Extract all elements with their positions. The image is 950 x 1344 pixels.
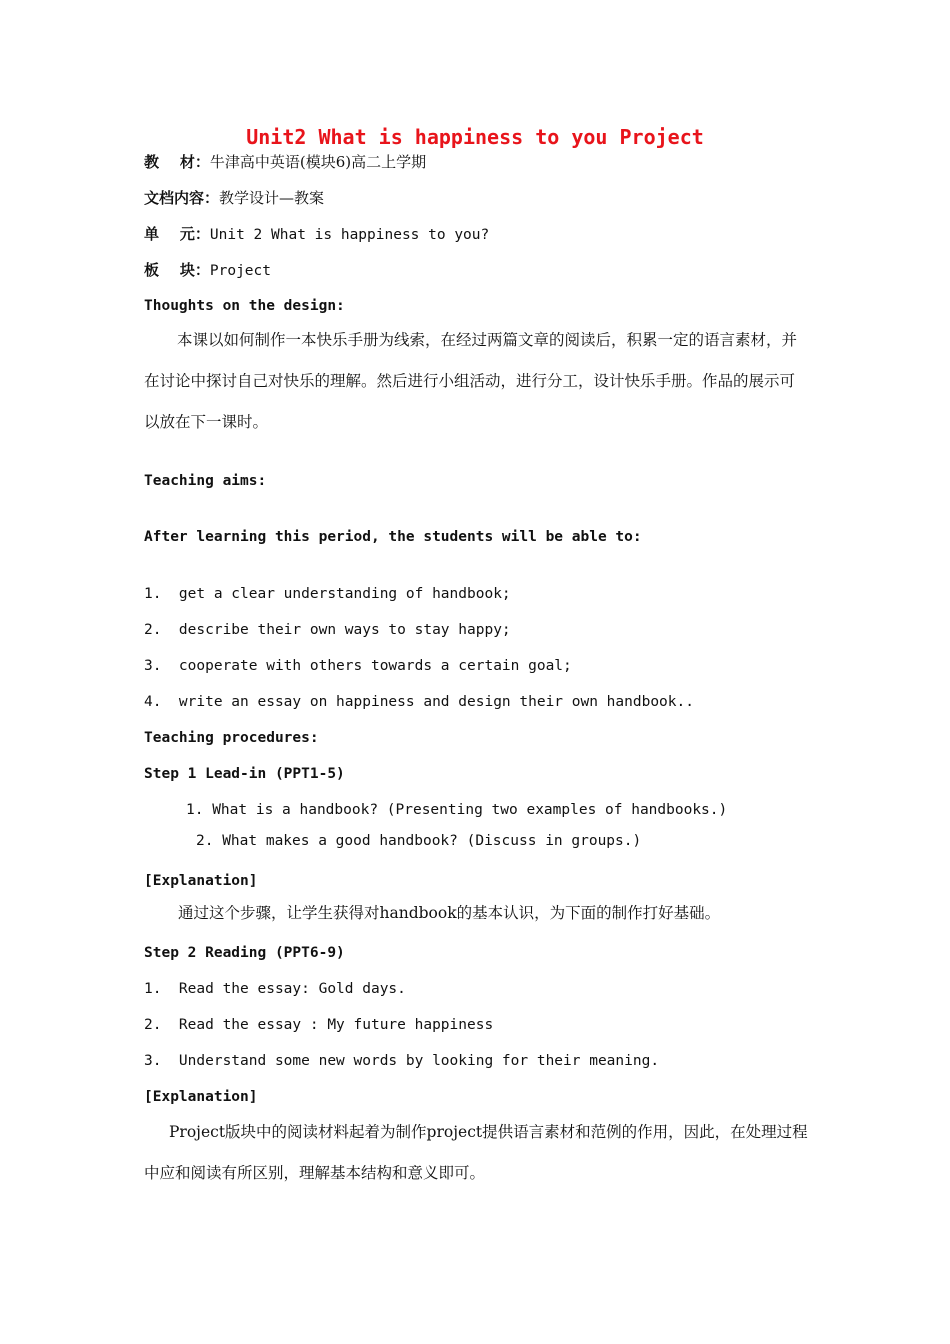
meta-value: 牛津高中英语(模块6)高二上学期 <box>209 153 427 171</box>
aim-item: 2. describe their own ways to stay happy; <box>144 622 511 638</box>
design-paragraph: 本课以如何制作一本快乐手册为线索，在经过两篇文章的阅读后，积累一定的语言素材，并在讨论中探讨自己对快乐的理解。然后进行小组活动，进行分工，设计快乐手册。作品的展示可以放在下一课时。 <box>144 331 798 431</box>
meta-textbook <box>144 152 426 172</box>
step2-item: 1. Read the essay: Gold days. <box>144 981 406 997</box>
meta-value: Unit 2 What is happiness to you? <box>209 227 490 243</box>
aims-intro: After learning this period, the students will be able to: <box>144 529 642 545</box>
step1-item: 1. What is a handbook? (Presenting two examples of handbooks.) <box>186 802 728 818</box>
meta-label: 板 块： <box>144 261 210 279</box>
aim-item: 4. write an essay on happiness and design their own handbook.. <box>144 694 694 710</box>
step2-explanation-label: [Explanation] <box>144 1089 258 1105</box>
step2-explanation: Project版块中的阅读材料起着为制作project提供语言素材和范例的作用，因此，在处理过程中应和阅读有所区别，理解基本结构和意义即可。 <box>144 1123 808 1182</box>
aim-item: 3. cooperate with others towards a certain goal; <box>144 658 572 674</box>
step1-heading: Step 1 Lead-in (PPT1-5) <box>144 766 345 782</box>
step2-heading: Step 2 Reading (PPT6-9) <box>144 945 345 961</box>
aim-item: 1. get a clear understanding of handbook; <box>144 586 511 602</box>
procedures-heading: Teaching procedures: <box>144 730 319 746</box>
step1-explanation-label: [Explanation] <box>144 873 258 889</box>
meta-label: 教 材： <box>144 153 210 171</box>
step1-explanation: 通过这个步骤，让学生获得对handbook的基本认识，为下面的制作打好基础。 <box>178 904 721 922</box>
meta-label: 单 元： <box>144 225 210 243</box>
step2-item: 2. Read the essay : My future happiness <box>144 1017 494 1033</box>
meta-section <box>144 260 271 281</box>
meta-value: Project <box>209 263 271 279</box>
design-heading: Thoughts on the design: <box>144 298 345 314</box>
meta-value: 教学设计—教案 <box>219 189 325 207</box>
step1-item: 2. What makes a good handbook? (Discuss in groups.) <box>196 833 642 849</box>
meta-content <box>144 188 324 208</box>
document-title: Unit2 What is happiness to you Project <box>246 125 704 149</box>
aims-heading: Teaching aims: <box>144 473 267 489</box>
step2-item: 3. Understand some new words by looking for their meaning. <box>144 1053 660 1069</box>
meta-label: 文档内容： <box>144 189 220 207</box>
meta-unit <box>144 224 489 245</box>
